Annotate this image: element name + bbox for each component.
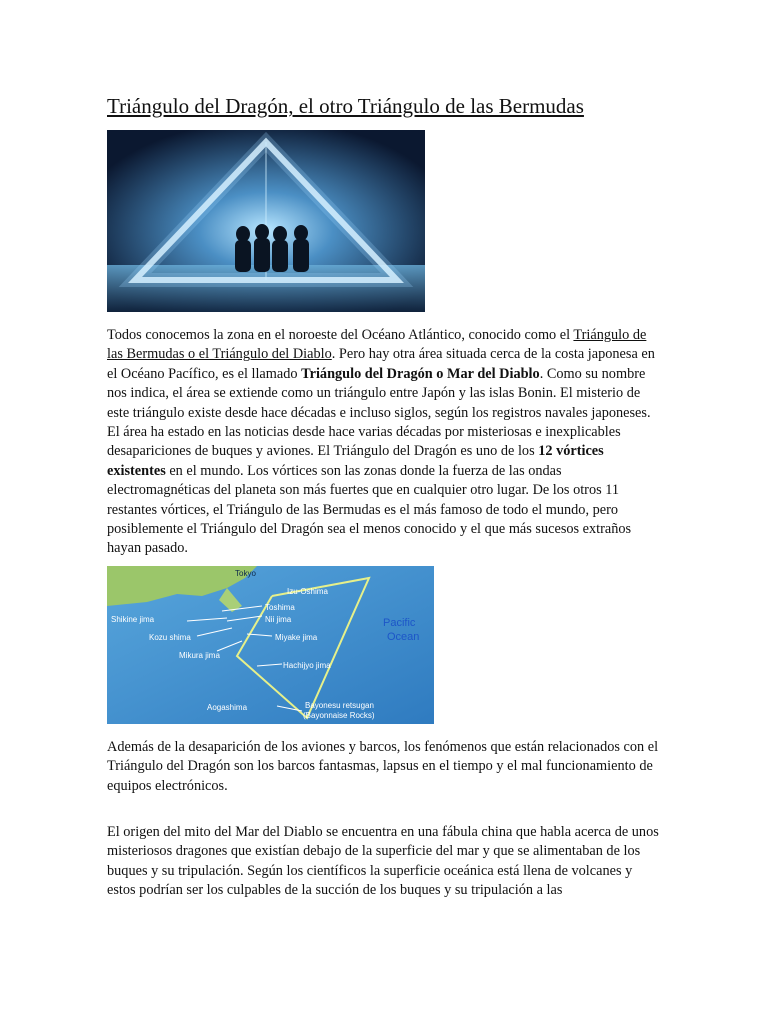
paragraph-phenomena: Además de la desaparición de los aviones y barcos, los fenómenos que están relacionados con el Triángulo del Dragón son los barcos fantasmas, lapsus en el tiempo y el mal funcionamiento de equipos electrónicos.	[107, 739, 659, 794]
map-label-tokyo: Tokyo	[235, 569, 256, 578]
map-label-niijima: Nii jima	[265, 615, 292, 624]
intro-text-2: . Pero hay otra área situada cerca de la costa japonesa en el Océano Pacífico, es el llamado	[107, 346, 655, 382]
paragraph-intro	[107, 326, 663, 559]
intro-text-4: en el mundo. Los vórtices son las zonas donde la fuerza de las ondas electromagnéticas del planeta son más fuertes que en cualquier otro lugar. De los otros 11 restantes vórtices, el Triángulo de las Bermudas es el más famoso de todo el mundo, pero posiblemente el Triángulo del Dragón sea el menos conocido y el que más sucesos extraños hayan pasado.	[107, 462, 632, 557]
intro-text-1: Todos conocemos la zona en el noroeste del Océano Atlántico, conocido como el	[107, 327, 574, 343]
map-label-shikine: Shikine jima	[111, 615, 155, 624]
map-label-hachijo: Hachijyo jima	[283, 661, 331, 670]
map-label-ocean: Ocean	[387, 631, 420, 643]
dragon-triangle-map	[107, 566, 434, 724]
map-label-kozu: Kozu shima	[149, 633, 191, 642]
map-label-izu: Izu-Oshima	[287, 587, 328, 596]
intro-text-3: . Como su nombre nos indica, el área se extiende como un triángulo entre Japón y las islas Bonin. El misterio de este triángulo existe desde hace décadas e incluso siglos, según los registros navales japoneses. El área ha estado en las noticias desde hace varias décadas por misteriosas e inexplicables desapariciones de buques y aviones. El Triángulo del Dragón es uno de los	[107, 365, 651, 460]
paragraph-origin: El origen del mito del Mar del Diablo se encuentra en una fábula china que habla acerca de unos misteriosos dragones que existían debajo de la superficie del mar y que se alimentaban de los buques y su tripulación. Según los científicos la superficie oceánica está llena de volcanes y estos podrían ser los culpables de la succión de los buques y su tripulación a las	[107, 824, 659, 899]
dragon-triangle-bold: Triángulo del Dragón o Mar del Diablo	[301, 365, 540, 382]
map-label-pacific: Pacific	[383, 617, 416, 629]
map-label-bayonnaise: Bayonesu retsugan	[305, 701, 374, 710]
pyramid-photo	[107, 130, 425, 312]
vortices-bold: 12 vórtices existentes	[107, 443, 604, 479]
map-label-miyake: Miyake jima	[275, 633, 318, 642]
map-label-toshima: Toshima	[265, 603, 295, 612]
map-label-mikura: Mikura jima	[179, 651, 220, 660]
bermuda-triangle-link[interactable]: Triángulo de las Bermudas o el Triángulo del Diablo	[107, 327, 647, 363]
map-label-aogashima: Aogashima	[207, 703, 248, 712]
page-title: Triángulo del Dragón, el otro Triángulo de las Bermudas	[107, 94, 584, 118]
map-label-bayonnaise-rocks: (Bayonnaise Rocks)	[303, 711, 375, 720]
